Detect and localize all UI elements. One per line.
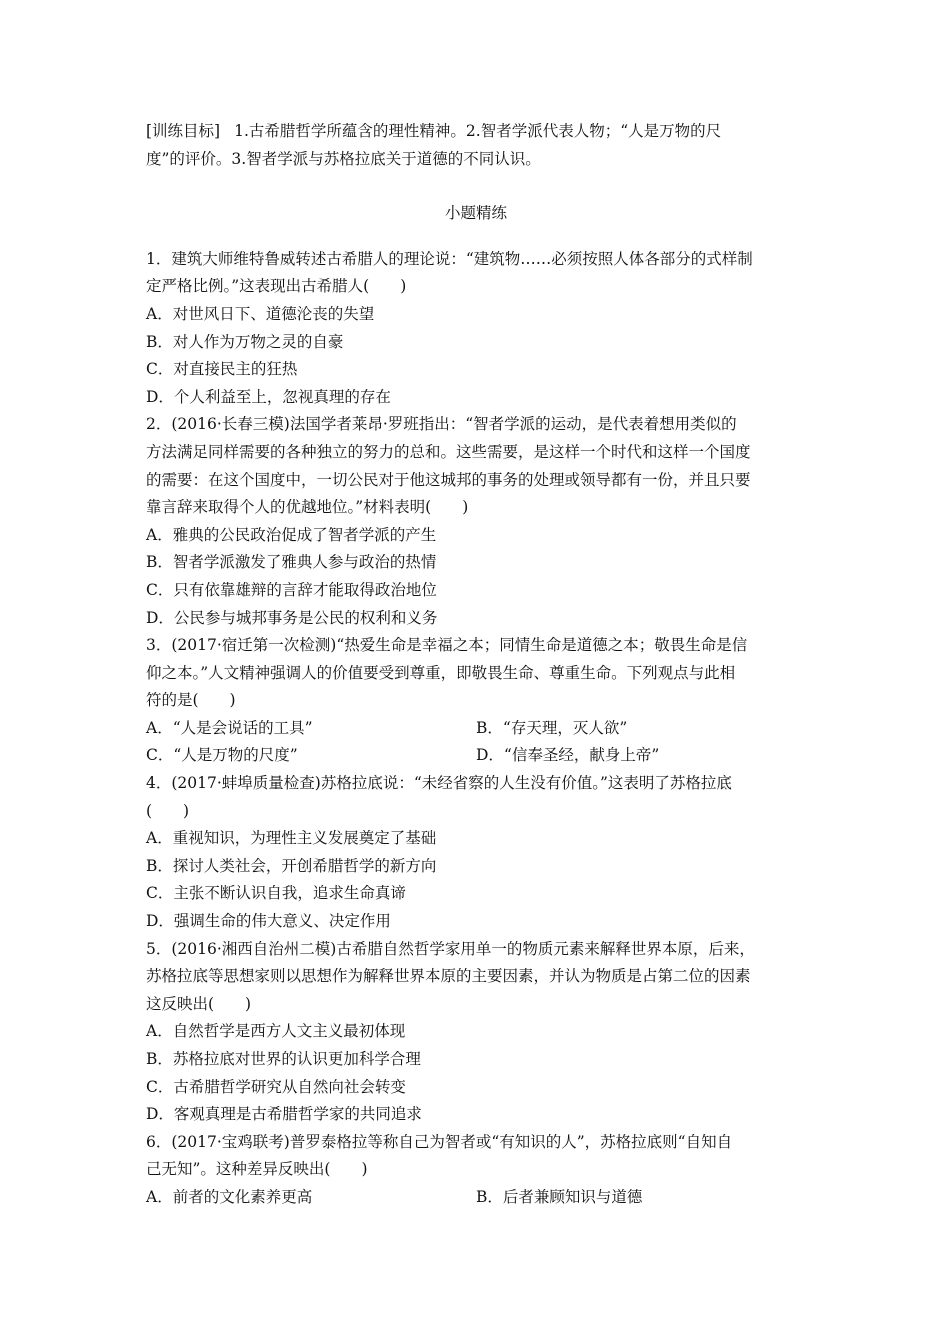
training-goals-text-line-2: 度”的评价。3.智者学派与苏格拉底关于道德的不同认识。: [146, 149, 541, 168]
section-title: 小题精练: [444, 204, 507, 223]
question-stem-line: 1．建筑大师维特鲁威转述古希腊人的理论说：“建筑物……必须按照人体各部分的式样制: [146, 249, 753, 268]
option-c: C．对直接民主的狂热: [146, 360, 298, 379]
question-stem-line: 方法满足同样需要的各种独立的努力的总和。这些需要，是这样一个时代和这样一个国度: [146, 442, 751, 461]
question-stem-line: 4．(2017·蚌埠质量检查)苏格拉底说：“未经省察的人生没有价值。”这表明了苏格拉底: [146, 774, 732, 793]
option-a: A．“人是会说话的工具”: [146, 718, 313, 737]
question-stem-line: 这反映出( ): [146, 994, 252, 1013]
question-stem-line: 符的是( ): [146, 691, 236, 710]
question-4: [146, 770, 806, 936]
question-stem-line: 的需要：在这个国度中，一切公民对于他这城邦的事务的处理或领导都有一份，并且只要: [146, 470, 751, 489]
question-stem-line: 2．(2016·长春三模)法国学者莱昂·罗班指出：“智者学派的运动，是代表着想用类似的: [146, 415, 737, 434]
question-stem-line: 苏格拉底等思想家则以思想作为解释世界本原的主要因素，并认为物质是占第二位的因素: [146, 967, 751, 986]
option-c: C．古希腊哲学研究从自然向社会转变: [146, 1077, 406, 1096]
option-row: [146, 742, 806, 770]
question-3: [146, 632, 806, 770]
option-a: A．前者的文化素养更高: [146, 1187, 313, 1206]
question-stem-line: 5．(2016·湘西自治州二模)古希腊自然哲学家用单一的物质元素来解释世界本原，后来，: [146, 939, 755, 958]
question-6: [146, 1129, 806, 1212]
question-stem-line: 己无知”。这种差异反映出( ): [146, 1160, 368, 1179]
question-stem-line: 3．(2017·宿迁第一次检测)“热爱生命是幸福之本；同情生命是道德之本；敬畏生命是信: [146, 636, 748, 655]
question-stem-line: 定严格比例。”这表现出古希腊人( ): [146, 277, 407, 296]
option-b: B．“存天理，灭人欲”: [476, 718, 628, 737]
training-goals-label: [训练目标]: [146, 122, 221, 140]
training-goals: [146, 118, 806, 173]
option-d: D．“信奉圣经，献身上帝”: [476, 746, 660, 765]
option-c: C．“人是万物的尺度”: [146, 746, 298, 765]
option-a: A．对世风日下、道德沦丧的失望: [146, 304, 375, 323]
option-b: B．苏格拉底对世界的认识更加科学合理: [146, 1050, 421, 1068]
option-d: D．公民参与城邦事务是公民的权利和义务: [146, 608, 438, 627]
question-1: [146, 246, 806, 412]
option-a: A．重视知识，为理性主义发展奠定了基础: [146, 829, 437, 848]
option-d: D．客观真理是古希腊哲学家的共同追求: [146, 1105, 422, 1124]
option-c: C．只有依靠雄辩的言辞才能取得政治地位: [146, 580, 437, 599]
document-page: [146, 118, 806, 1212]
question-stem-line: ( ): [146, 801, 190, 820]
question-stem-line: 6．(2017·宝鸡联考)普罗泰格拉等称自己为智者或“有知识的人”，苏格拉底则“自知自: [146, 1132, 733, 1151]
question-stem-line: 靠言辞来取得个人的优越地位。”材料表明( ): [146, 498, 469, 517]
option-b: B．探讨人类社会，开创希腊哲学的新方向: [146, 856, 437, 875]
training-goals-text-line-1: 1.古希腊哲学所蕴含的理性精神。2.智者学派代表人物；“人是万物的尺: [234, 122, 722, 140]
question-5: [146, 936, 806, 1129]
option-b: B．对人作为万物之灵的自豪: [146, 332, 344, 351]
option-a: A．自然哲学是西方人文主义最初体现: [146, 1022, 406, 1041]
option-row: [146, 715, 806, 743]
question-stem-line: 仰之本。”人文精神强调人的价值要受到尊重，即敬畏生命、尊重生命。下列观点与此相: [146, 663, 736, 682]
option-a: A．雅典的公民政治促成了智者学派的产生: [146, 525, 437, 544]
option-c: C．主张不断认识自我，追求生命真谛: [146, 884, 406, 903]
option-row: [146, 1184, 806, 1212]
question-2: [146, 411, 806, 632]
option-b: B．智者学派激发了雅典人参与政治的热情: [146, 553, 437, 572]
option-b: B．后者兼顾知识与道德: [476, 1187, 643, 1206]
option-d: D．强调生命的伟大意义、决定作用: [146, 912, 391, 931]
option-d: D．个人利益至上，忽视真理的存在: [146, 387, 391, 406]
